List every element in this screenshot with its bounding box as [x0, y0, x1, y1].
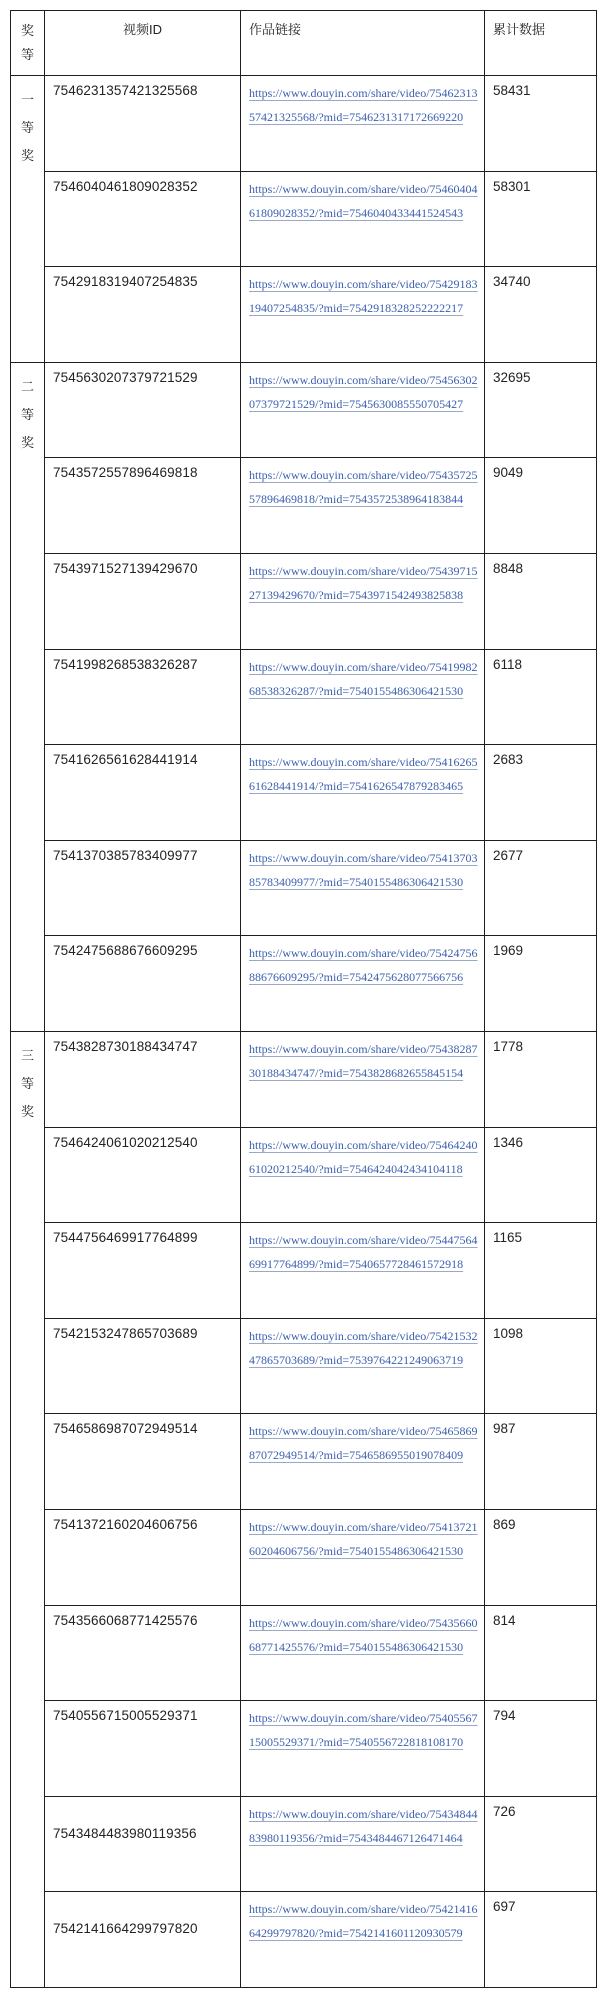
cumulative-data-cell: 1098 — [485, 1318, 597, 1414]
cumulative-data-cell: 8848 — [485, 553, 597, 649]
link-cell — [241, 1796, 485, 1892]
video-id-cell: 7543572557896469818 — [45, 458, 241, 554]
link-cell — [241, 76, 485, 172]
cumulative-data-cell: 34740 — [485, 267, 597, 363]
video-id-cell: 7545630207379721529 — [45, 362, 241, 458]
prize-label-char: 三 — [20, 1047, 34, 1063]
table-row — [11, 649, 597, 745]
cumulative-data-cell: 1165 — [485, 1223, 597, 1319]
video-id-cell: 7546040461809028352 — [45, 171, 241, 267]
link-cell — [241, 745, 485, 841]
cumulative-data-cell: 1346 — [485, 1127, 597, 1223]
table-row — [11, 362, 597, 458]
video-link[interactable]: https://www.douyin.com/share/video/7543572557896469818/?mid=7543572538964183844 — [249, 468, 478, 507]
table-row — [11, 1796, 597, 1892]
table-row — [11, 1414, 597, 1510]
video-id-cell: 7544756469917764899 — [45, 1223, 241, 1319]
video-link[interactable]: https://www.douyin.com/share/video/7541626561628441914/?mid=7541626547879283465 — [249, 755, 478, 794]
video-id-cell: 7541998268538326287 — [45, 649, 241, 745]
cumulative-data-cell: 726 — [485, 1796, 597, 1892]
table-row — [11, 1127, 597, 1223]
header-link: 作品链接 — [241, 11, 485, 76]
video-id-cell: 7540556715005529371 — [45, 1701, 241, 1797]
video-link[interactable]: https://www.douyin.com/share/video/7545630207379721529/?mid=7545630085550705427 — [249, 372, 478, 411]
table-row — [11, 1223, 597, 1319]
table-row — [11, 458, 597, 554]
cumulative-data-cell: 2683 — [485, 745, 597, 841]
cumulative-data-cell: 794 — [485, 1701, 597, 1797]
table-row — [11, 267, 597, 363]
link-cell — [241, 171, 485, 267]
header-prize-line2: 等 — [20, 47, 34, 62]
link-cell — [241, 1605, 485, 1701]
header-prize — [11, 11, 45, 76]
table-row — [11, 1701, 597, 1797]
video-link[interactable]: https://www.douyin.com/share/video/7541370385783409977/?mid=7540155486306421530 — [249, 850, 478, 889]
video-link[interactable]: https://www.douyin.com/share/video/7541372160204606756/?mid=7540155486306421530 — [249, 1519, 478, 1558]
cumulative-data-cell: 869 — [485, 1509, 597, 1605]
prize-label-char: 奖 — [20, 1103, 34, 1119]
video-id-cell: 7542141664299797820 — [45, 1892, 241, 1988]
link-cell — [241, 649, 485, 745]
header-data: 累计数据 — [485, 11, 597, 76]
table-body — [11, 76, 597, 1988]
prize-label-char: 等 — [20, 120, 34, 135]
video-link[interactable]: https://www.douyin.com/share/video/7543484483980119356/?mid=7543484467126471464 — [249, 1806, 478, 1845]
video-id-cell: 7543828730188434747 — [45, 1031, 241, 1127]
video-link[interactable]: https://www.douyin.com/share/video/7540556715005529371/?mid=7540556722818108170 — [249, 1711, 478, 1750]
link-cell — [241, 1223, 485, 1319]
video-link[interactable]: https://www.douyin.com/share/video/7546040461809028352/?mid=7546040433441524543 — [249, 181, 478, 220]
cumulative-data-cell: 1969 — [485, 936, 597, 1032]
page-container — [10, 10, 597, 1988]
table-row — [11, 1605, 597, 1701]
table-row — [11, 1892, 597, 1988]
link-cell — [241, 362, 485, 458]
video-id-cell: 7541372160204606756 — [45, 1509, 241, 1605]
video-id-cell: 7546231357421325568 — [45, 76, 241, 172]
video-id-cell: 7543566068771425576 — [45, 1605, 241, 1701]
prize-group-label — [11, 1031, 45, 1987]
table-row — [11, 745, 597, 841]
link-cell — [241, 1318, 485, 1414]
table-row — [11, 553, 597, 649]
link-cell — [241, 458, 485, 554]
video-link[interactable]: https://www.douyin.com/share/video/7541998268538326287/?mid=7540155486306421530 — [249, 659, 478, 698]
prize-label-char: 二 — [20, 378, 34, 394]
video-link[interactable]: https://www.douyin.com/share/video/7542475688676609295/?mid=7542475628077566756 — [249, 946, 478, 985]
cumulative-data-cell: 987 — [485, 1414, 597, 1510]
table-row — [11, 1509, 597, 1605]
link-cell — [241, 840, 485, 936]
table-row — [11, 76, 597, 172]
link-cell — [241, 1892, 485, 1988]
prize-group-label — [11, 362, 45, 1031]
cumulative-data-cell: 9049 — [485, 458, 597, 554]
awards-table — [10, 10, 597, 1988]
video-id-cell: 7542918319407254835 — [45, 267, 241, 363]
table-row — [11, 936, 597, 1032]
video-id-cell: 7541626561628441914 — [45, 745, 241, 841]
prize-label-char: 奖 — [20, 434, 34, 450]
video-link[interactable]: https://www.douyin.com/share/video/7546231357421325568/?mid=7546231317172669220 — [249, 86, 478, 124]
table-row — [11, 840, 597, 936]
video-id-cell: 7546586987072949514 — [45, 1414, 241, 1510]
video-link[interactable]: https://www.douyin.com/share/video/7542141664299797820/?mid=7542141601120930579 — [249, 1902, 478, 1941]
video-link[interactable]: https://www.douyin.com/share/video/7543828730188434747/?mid=7543828682655845154 — [249, 1041, 478, 1080]
cumulative-data-cell: 58431 — [485, 76, 597, 172]
link-cell — [241, 1509, 485, 1605]
prize-group-label — [11, 76, 45, 363]
header-video-id: 视频ID — [45, 11, 241, 76]
video-link[interactable]: https://www.douyin.com/share/video/7543566068771425576/?mid=7540155486306421530 — [249, 1615, 478, 1654]
video-id-cell: 7542475688676609295 — [45, 936, 241, 1032]
link-cell — [241, 553, 485, 649]
prize-label-char: 奖 — [20, 148, 34, 163]
cumulative-data-cell: 32695 — [485, 362, 597, 458]
video-link[interactable]: https://www.douyin.com/share/video/7542918319407254835/?mid=7542918328252222217 — [249, 277, 478, 316]
video-id-cell: 7543971527139429670 — [45, 553, 241, 649]
link-cell — [241, 267, 485, 363]
link-cell — [241, 1031, 485, 1127]
cumulative-data-cell: 814 — [485, 1605, 597, 1701]
link-cell — [241, 1127, 485, 1223]
cumulative-data-cell: 697 — [485, 1892, 597, 1988]
video-link[interactable]: https://www.douyin.com/share/video/7546586987072949514/?mid=7546586955019078409 — [249, 1424, 478, 1463]
video-id-cell: 7546424061020212540 — [45, 1127, 241, 1223]
prize-label-char: 等 — [20, 406, 34, 422]
table-row — [11, 171, 597, 267]
video-link[interactable]: https://www.douyin.com/share/video/7544756469917764899/?mid=7540657728461572918 — [249, 1233, 478, 1272]
video-id-cell: 7541370385783409977 — [45, 840, 241, 936]
cumulative-data-cell: 6118 — [485, 649, 597, 745]
table-row — [11, 1318, 597, 1414]
prize-label-char: 等 — [20, 1075, 34, 1091]
link-cell — [241, 936, 485, 1032]
table-header-row — [11, 11, 597, 76]
video-id-cell: 7542153247865703689 — [45, 1318, 241, 1414]
cumulative-data-cell: 58301 — [485, 171, 597, 267]
video-link[interactable]: https://www.douyin.com/share/video/7546424061020212540/?mid=7546424042434104118 — [249, 1137, 478, 1176]
video-id-cell: 7543484483980119356 — [45, 1796, 241, 1892]
video-link[interactable]: https://www.douyin.com/share/video/7542153247865703689/?mid=7539764221249063719 — [249, 1328, 478, 1367]
prize-label-char: 一 — [20, 92, 34, 107]
table-row — [11, 1031, 597, 1127]
link-cell — [241, 1701, 485, 1797]
video-link[interactable]: https://www.douyin.com/share/video/7543971527139429670/?mid=7543971542493825838 — [249, 563, 478, 602]
link-cell — [241, 1414, 485, 1510]
cumulative-data-cell: 1778 — [485, 1031, 597, 1127]
header-prize-line1: 奖 — [20, 23, 34, 38]
cumulative-data-cell: 2677 — [485, 840, 597, 936]
